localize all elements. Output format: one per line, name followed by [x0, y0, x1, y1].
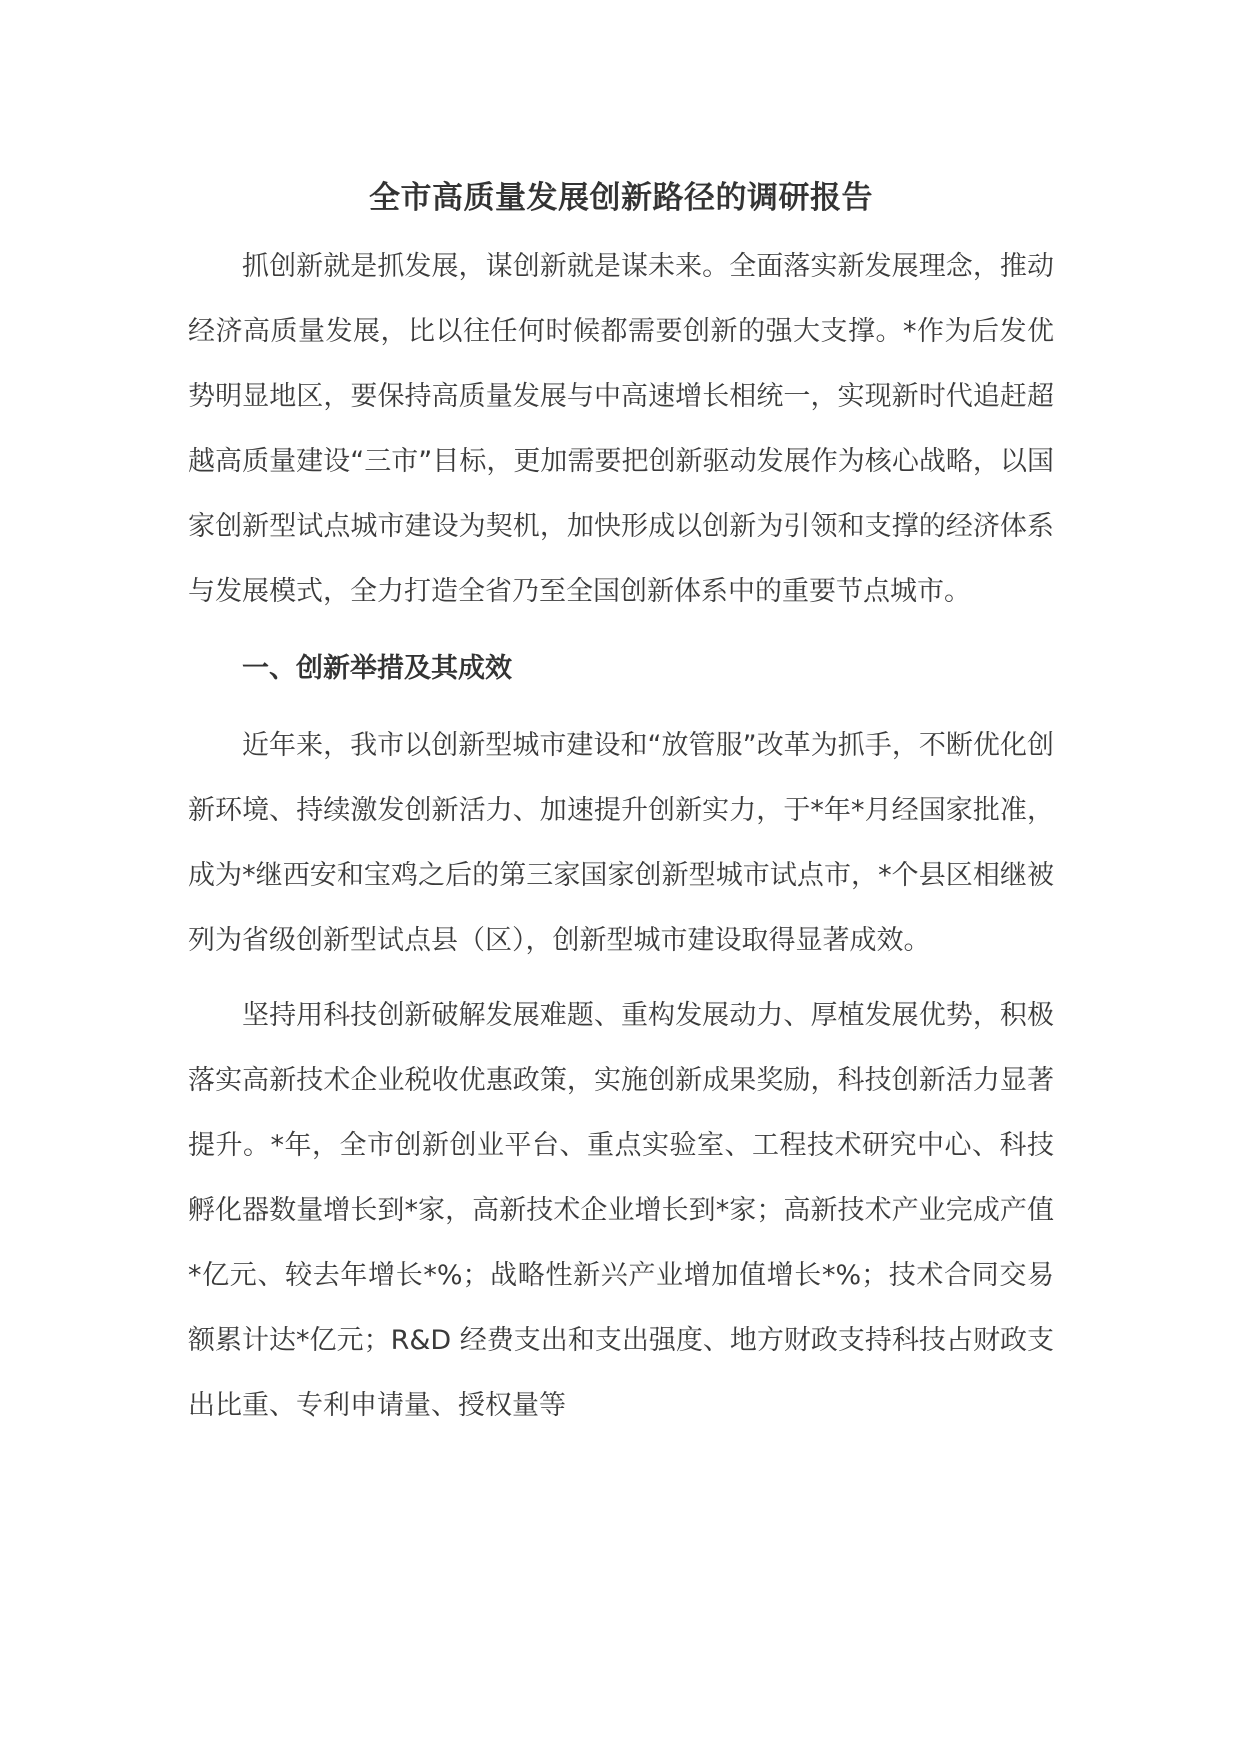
body-paragraph: 近年来，我市以创新型城市建设和“放管服”改革为抓手，不断优化创新环境、持续激发创新活力、加速提升创新实力，于*年*月经国家批准，成为*继西安和宝鸡之后的第三家国家创新型城市试点市，*个县区相继被列为省级创新型试点县（区），创新型城市建设取得显著成效。 [188, 730, 1054, 956]
document-title: 全市高质量发展创新路径的调研报告 [369, 180, 873, 216]
document-page [188, 168, 1054, 1438]
body-paragraph: 坚持用科技创新破解发展难题、重构发展动力、厚植发展优势，积极落实高新技术企业税收优惠政策，实施创新成果奖励，科技创新活力显著提升。*年，全市创新创业平台、重点实验室、工程技术研究中心、科技孵化器数量增长到*家，高新技术企业增长到*家；高新技术产业完成产值*亿元、较去年增长*%；战略性新兴产业增加值增长*%；技术合同交易额累计达*亿元；R&D 经费支出和支出强度、地方财政支持科技占财政支出比重、专利申请量、授权量等 [188, 1000, 1054, 1421]
section-heading: 一、创新举措及其成效 [242, 653, 512, 684]
intro-paragraph: 抓创新就是抓发展，谋创新就是谋未来。全面落实新发展理念，推动经济高质量发展，比以往任何时候都需要创新的强大支撑。*作为后发优势明显地区，要保持高质量发展与中高速增长相统一，实现新时代追赶超越高质量建设“三市”目标，更加需要把创新驱动发展作为核心战略，以国家创新型试点城市建设为契机，加快形成以创新为引领和支撑的经济体系与发展模式，全力打造全省乃至全国创新体系中的重要节点城市。 [188, 251, 1054, 607]
